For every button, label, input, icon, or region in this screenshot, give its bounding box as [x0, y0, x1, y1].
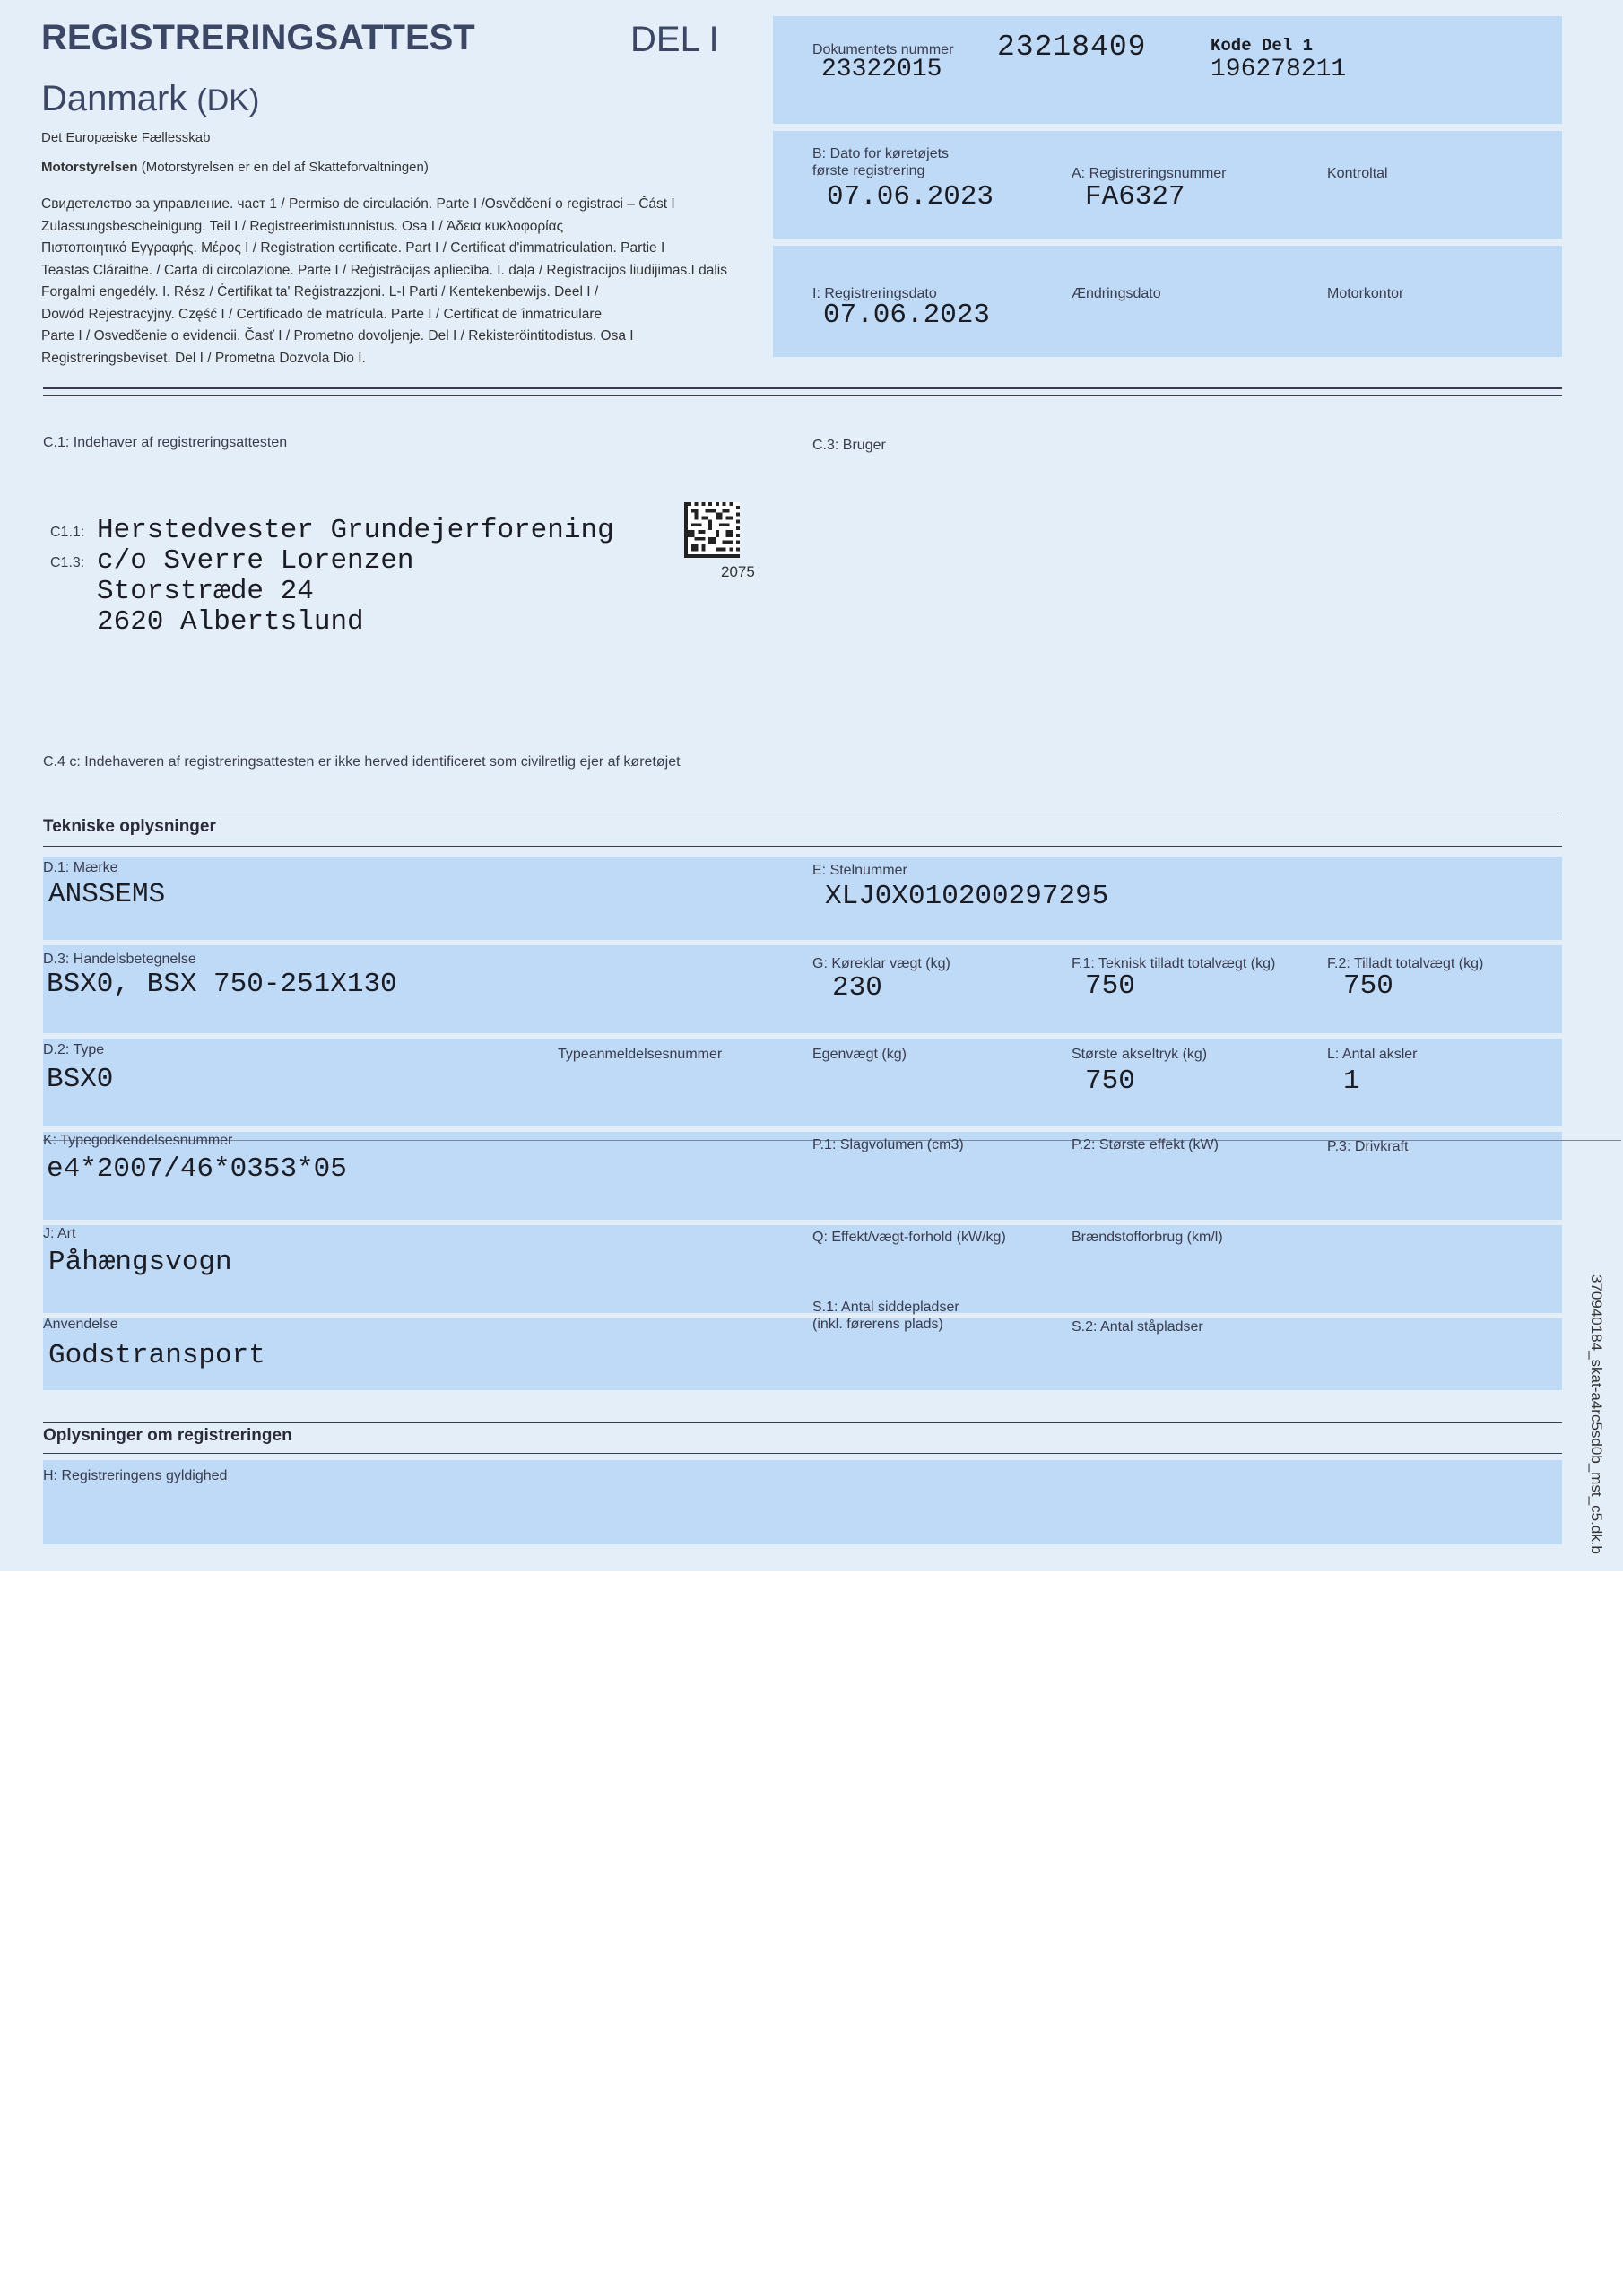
g-label: G: Køreklar vægt (kg)	[812, 956, 950, 971]
holder-street: Storstræde 24	[97, 576, 314, 607]
p1-label: P.1: Slagvolumen (cm3)	[812, 1137, 964, 1152]
side-reference: 370940184_skat-a4rc5sd0b_mst_c5.dk.b	[1588, 1274, 1605, 1554]
vin-value: XLJ0X010200297295	[825, 881, 1109, 912]
doc-number-value: 23322015	[821, 56, 942, 83]
user-label: C.3: Bruger	[812, 438, 886, 453]
multilingual-line: Teastas Cláraithe. / Carta di circolazione. Parte I / Reģistrācijas apliecība. I. daļa / Registracijos liudijimas.I dalis	[41, 262, 727, 278]
use-label: Anvendelse	[43, 1317, 118, 1332]
use-value: Godstransport	[48, 1340, 265, 1371]
s1-label-line: (inkl. førerens plads)	[812, 1317, 943, 1332]
authority-name: Motorstyrelsen	[41, 160, 138, 175]
aksel-label: Største akseltryk (kg)	[1072, 1047, 1208, 1062]
first-registration-label-line: B: Dato for køretøjets	[812, 146, 950, 161]
kontroltal-label: Kontroltal	[1327, 166, 1388, 181]
h-label: H: Registreringens gyldighed	[43, 1468, 228, 1483]
f1-value: 750	[1085, 970, 1135, 1002]
document-title: REGISTRERINGSATTEST	[41, 18, 475, 57]
kode-label: Kode Del 1	[1211, 36, 1314, 56]
tech-row-make	[43, 857, 1562, 940]
reg-date-value: 07.06.2023	[823, 300, 991, 331]
egen-label: Egenvægt (kg)	[812, 1047, 907, 1062]
first-registration-label-line: første registrering	[812, 163, 925, 178]
fuel-label: Brændstofforbrug (km/l)	[1072, 1230, 1223, 1245]
make-label: D.1: Mærke	[43, 860, 118, 875]
multilingual-line: Zulassungsbescheinigung. Teil I / Registreerimistunnistus. Osa I / Άδεια κυκλοφορίας	[41, 218, 564, 234]
authority-label	[41, 160, 429, 175]
divider	[43, 1453, 1562, 1454]
l-value: 1	[1343, 1065, 1360, 1097]
p2-label: P.2: Største effekt (kW)	[1072, 1137, 1219, 1152]
f1-label: F.1: Teknisk tilladt totalvægt (kg)	[1072, 956, 1276, 971]
multilingual-line: Forgalmi engedély. I. Rész / Ċertifikat ta' Reġistrazzjoni. L-I Parti / Kentekenbewijs. Deel I /	[41, 284, 599, 300]
holder-name: Herstedvester Grundejerforening	[97, 515, 614, 546]
document-part: DEL I	[630, 20, 719, 59]
holder-co: c/o Sverre Lorenzen	[97, 545, 414, 577]
authority-note: (Motorstyrelsen er en del af Skatteforvaltningen)	[137, 160, 429, 175]
s1-label-line: S.1: Antal siddepladser	[812, 1300, 959, 1315]
g-value: 230	[832, 972, 882, 1004]
stamp-number: 23218409	[997, 30, 1147, 64]
type-value: BSX0	[47, 1064, 114, 1095]
divider	[43, 846, 1562, 847]
q-label: Q: Effekt/vægt-forhold (kW/kg)	[812, 1230, 1006, 1245]
j-label: J: Art	[43, 1226, 76, 1241]
f2-label: F.2: Tilladt totalvægt (kg)	[1327, 956, 1484, 971]
country-name	[41, 79, 259, 119]
reg-number-label: A: Registreringsnummer	[1072, 166, 1227, 181]
divider	[43, 387, 1562, 389]
typeanm-label: Typeanmeldelsesnummer	[558, 1047, 723, 1062]
s1-label	[812, 1299, 959, 1333]
registration-section-title: Oplysninger om registreringen	[43, 1426, 292, 1445]
l-label: L: Antal aksler	[1327, 1047, 1418, 1062]
k-value: e4*2007/46*0353*05	[47, 1153, 347, 1185]
multilingual-line: Свидетелство за управление. част 1 / Permiso de circulación. Parte I /Osvědčení o registraci – Část I	[41, 196, 675, 212]
motorkontor-label: Motorkontor	[1327, 286, 1404, 301]
first-registration-label	[812, 145, 949, 179]
f2-value: 750	[1343, 970, 1393, 1002]
multilingual-line: Dowód Rejestracyjny. Część I / Certificado de matrícula. Parte I / Certificat de înmatriculare	[41, 306, 603, 322]
trade-label: D.3: Handelsbetegnelse	[43, 952, 196, 967]
tech-row-use	[43, 1318, 1562, 1390]
holder-label: C.1: Indehaver af registreringsattesten	[43, 435, 288, 450]
first-registration-value: 07.06.2023	[827, 181, 994, 213]
reg-date-label: I: Registreringsdato	[812, 286, 937, 301]
tech-row-kind	[43, 1225, 1562, 1313]
doc-number-label: Dokumentets nummer	[812, 42, 954, 57]
p3-label: P.3: Drivkraft	[1327, 1139, 1409, 1154]
multilingual-line: Registreringsbeviset. Del I / Prometna Dozvola Dio I.	[41, 350, 366, 366]
eu-label: Det Europæiske Fællesskab	[41, 130, 211, 145]
reg-number-value: FA6327	[1085, 181, 1185, 213]
multilingual-titles	[41, 194, 732, 370]
k-label: K: Typegodkendelsesnummer	[43, 1133, 233, 1148]
multilingual-line: Πιστοποιητικό Εγγραφής. Μέρος Ι / Registration certificate. Part I / Certificat d'immatriculation. Partie I	[41, 240, 665, 256]
s2-label: S.2: Antal ståpladser	[1072, 1319, 1203, 1335]
divider	[43, 1422, 1562, 1423]
kode-value: 196278211	[1211, 56, 1347, 83]
divider	[43, 395, 1562, 396]
type-label: D.2: Type	[43, 1042, 105, 1057]
c13-code: C1.3:	[50, 555, 85, 570]
aksel-value: 750	[1085, 1065, 1135, 1097]
registration-box	[43, 1460, 1562, 1544]
country-code: (DK)	[196, 83, 260, 117]
multilingual-line: Parte I / Osvedčenie o evidencii. Časť I / Prometno dovoljenje. Del I / Rekisteröintitodistus. Osa I	[41, 328, 634, 344]
trade-value: BSX0, BSX 750-251X130	[47, 969, 397, 1000]
c4-statement: C.4 c: Indehaveren af registreringsattesten er ikke herved identificeret som civilretlig ejer af køretøjet	[43, 754, 681, 770]
qr-number: 2075	[721, 563, 755, 580]
datamatrix-code	[683, 502, 741, 558]
holder-city: 2620 Albertslund	[97, 606, 364, 638]
change-date-label: Ændringsdato	[1072, 286, 1161, 301]
vin-label: E: Stelnummer	[812, 863, 907, 878]
make-value: ANSSEMS	[48, 879, 166, 910]
technical-section-title: Tekniske oplysninger	[43, 817, 216, 836]
j-value: Påhængsvogn	[48, 1247, 232, 1278]
c11-code: C1.1:	[50, 525, 85, 540]
country: Danmark	[41, 79, 187, 118]
